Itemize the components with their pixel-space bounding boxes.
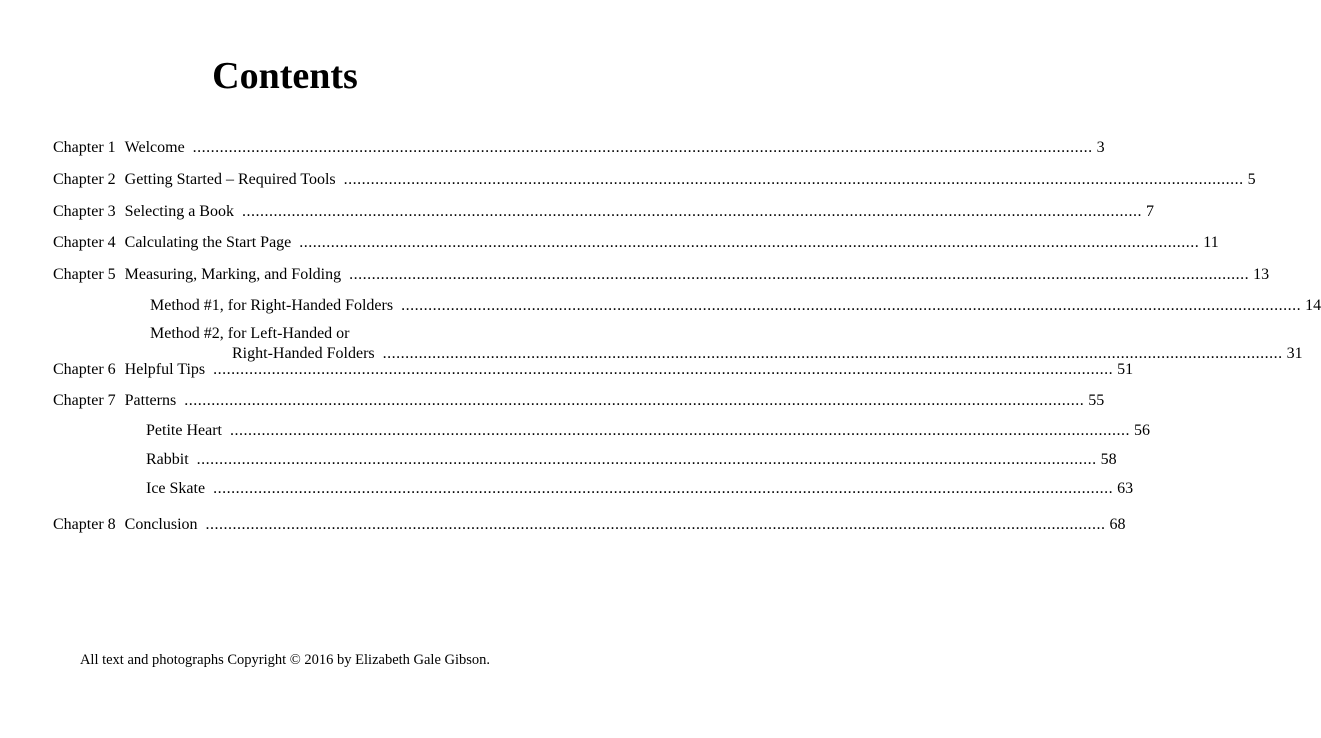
chapter-title: Helpful Tips — [124, 361, 206, 378]
section-title-line-1: Method #2, for Left-Handed or — [150, 325, 350, 342]
copyright-notice: All text and photographs Copyright © 2016 by Elizabeth Gale Gibson. — [79, 652, 491, 668]
chapter-number: Chapter 7 — [53, 392, 116, 409]
chapter-title: Patterns — [124, 392, 177, 409]
leader-dots: ........................................................................................................................................................................................................ — [343, 171, 1244, 188]
chapter-number: Chapter 4 — [53, 234, 116, 251]
toc-entry-petite-heart — [146, 421, 1150, 441]
leader-dots: ........................................................................................................................................................................................................ — [205, 516, 1106, 533]
toc-entry-rabbit — [146, 450, 1117, 470]
toc-entry-chapter-8 — [53, 515, 1126, 535]
toc-entry-ice-skate — [146, 479, 1134, 499]
leader-dots: ........................................................................................................................................................................................................ — [229, 422, 1130, 439]
page-number: 68 — [1109, 516, 1126, 533]
page-number: 13 — [1253, 266, 1270, 283]
page-number: 7 — [1145, 203, 1154, 220]
page-number: 14 — [1305, 297, 1321, 314]
page-number: 11 — [1203, 234, 1219, 251]
chapter-number: Chapter 1 — [53, 139, 116, 156]
chapter-title: Selecting a Book — [124, 203, 234, 220]
toc-entry-chapter-6 — [53, 360, 1134, 380]
page-title: Contents — [212, 55, 358, 97]
chapter-number: Chapter 2 — [53, 171, 116, 188]
page-number: 63 — [1117, 480, 1134, 497]
section-title: Ice Skate — [146, 480, 206, 497]
leader-dots: ........................................................................................................................................................................................................ — [196, 451, 1097, 468]
leader-dots: ........................................................................................................................................................................................................ — [241, 203, 1142, 220]
leader-dots: ........................................................................................................................................................................................................ — [382, 345, 1283, 362]
page-number: 56 — [1133, 422, 1150, 439]
leader-dots: ........................................................................................................................................................................................................ — [184, 392, 1085, 409]
toc-entry-chapter-4 — [53, 233, 1219, 253]
toc-entry-chapter-3 — [53, 202, 1154, 222]
leader-dots: ........................................................................................................................................................................................................ — [401, 297, 1302, 314]
page-number: 5 — [1247, 171, 1256, 188]
section-title: Rabbit — [146, 451, 189, 468]
page-number: 3 — [1096, 139, 1105, 156]
chapter-title: Getting Started – Required Tools — [124, 171, 336, 188]
toc-entry-chapter-2 — [53, 170, 1256, 190]
leader-dots: ........................................................................................................................................................................................................ — [213, 361, 1114, 378]
page-number: 51 — [1117, 361, 1134, 378]
toc-entry-chapter-5 — [53, 265, 1270, 285]
toc-entry-method-1 — [150, 296, 1321, 316]
leader-dots: ........................................................................................................................................................................................................ — [299, 234, 1200, 251]
chapter-title: Welcome — [124, 139, 185, 156]
leader-dots: ........................................................................................................................................................................................................ — [349, 266, 1250, 283]
toc-entry-method-2 — [150, 324, 1303, 364]
section-title: Petite Heart — [146, 422, 222, 439]
toc-entry-chapter-7 — [53, 391, 1105, 411]
chapter-number: Chapter 8 — [53, 516, 116, 533]
chapter-title: Measuring, Marking, and Folding — [124, 266, 342, 283]
section-title: Method #1, for Right-Handed Folders — [150, 297, 394, 314]
chapter-title: Calculating the Start Page — [124, 234, 292, 251]
toc-entry-chapter-1 — [53, 138, 1105, 158]
chapter-title: Conclusion — [124, 516, 198, 533]
chapter-number: Chapter 3 — [53, 203, 116, 220]
chapter-number: Chapter 6 — [53, 361, 116, 378]
leader-dots: ........................................................................................................................................................................................................ — [213, 480, 1114, 497]
chapter-number: Chapter 5 — [53, 266, 116, 283]
section-title-line-2: Right-Handed Folders — [232, 345, 375, 362]
leader-dots: ........................................................................................................................................................................................................ — [192, 139, 1093, 156]
page-number: 55 — [1088, 392, 1105, 409]
page-number: 31 — [1286, 345, 1303, 362]
page-number: 58 — [1100, 451, 1117, 468]
